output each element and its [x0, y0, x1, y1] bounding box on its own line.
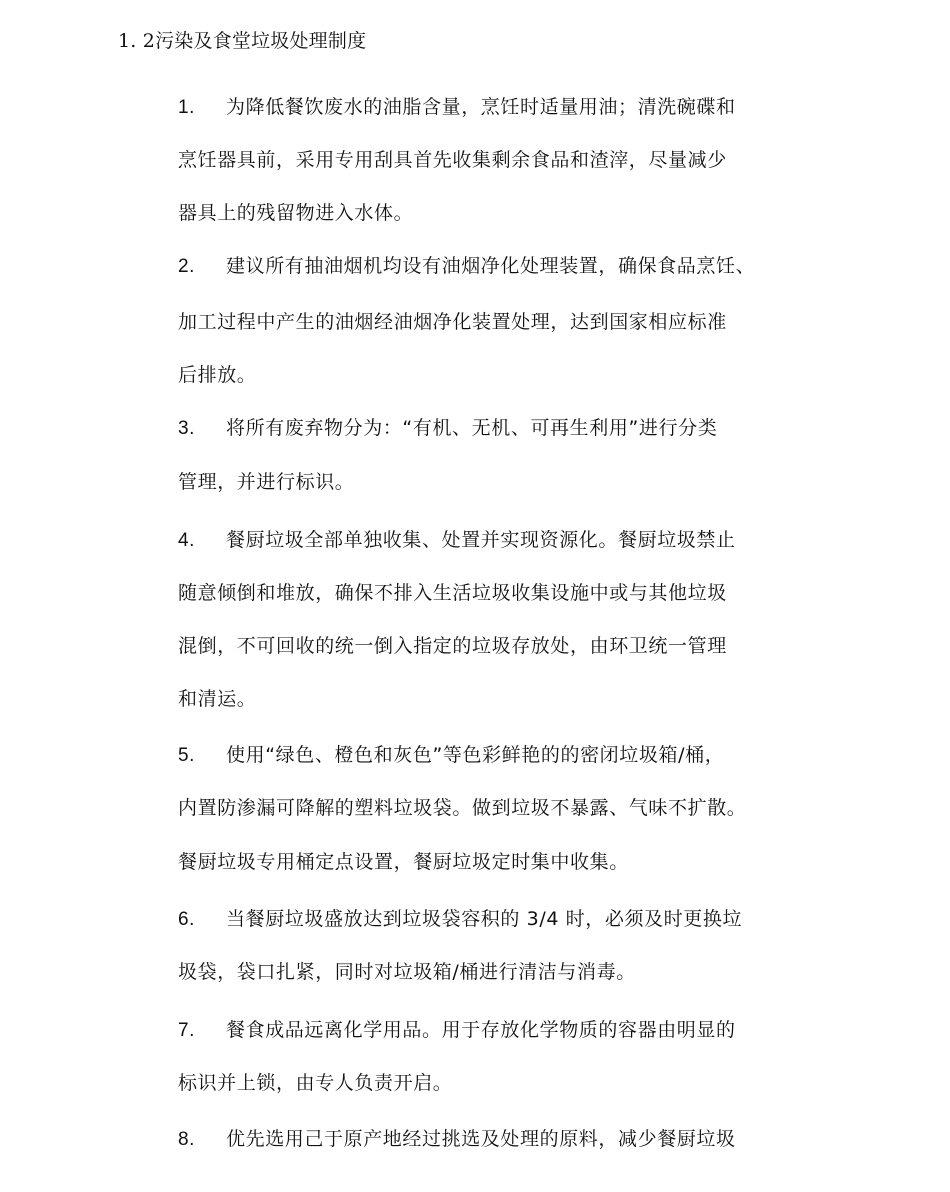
- list-item-continuation-line: [178, 361, 256, 389]
- list-item-text: 烹饪器具前，采用专用刮具首先收集剩余食品和渣滓，尽量减少: [178, 149, 727, 171]
- list-item-first-line: [178, 1125, 736, 1154]
- list-item-text: 随意倾倒和堆放，确保不排入生活垃圾收集设施中或与其他垃圾: [178, 582, 727, 604]
- list-item-continuation-line: [178, 685, 256, 713]
- list-item-text: 和清运。: [178, 688, 257, 710]
- list-item-first-line: [178, 252, 755, 281]
- list-item-continuation-line: [178, 848, 629, 876]
- list-item-continuation-line: [178, 632, 727, 660]
- list-item-continuation-line: [178, 199, 413, 227]
- list-item-text: 将所有废弃物分为：“有机、无机、可再生利用”进行分类: [226, 417, 718, 439]
- list-item-number: 5.: [178, 745, 196, 766]
- list-item-text: 加工过程中产生的油烟经油烟净化装置处理，达到国家相应标准: [178, 311, 727, 333]
- list-item-first-line: [178, 414, 717, 443]
- list-item-text: 建议所有抽油烟机均设有油烟净化处理装置，确保食品烹饪、: [226, 255, 756, 277]
- list-item-number: 4.: [178, 530, 196, 551]
- list-item-first-line: [178, 905, 742, 934]
- section-heading: [118, 26, 366, 56]
- list-item-number: 8.: [178, 1129, 196, 1150]
- list-item-text: 后排放。: [178, 364, 257, 386]
- list-item-continuation-line: [178, 958, 636, 986]
- list-item-continuation-line: [178, 146, 727, 174]
- list-item-number: 3.: [178, 418, 196, 439]
- list-item-continuation-line: [178, 1069, 452, 1097]
- list-item-continuation-line: [178, 794, 746, 822]
- list-item-number: 6.: [178, 909, 196, 930]
- list-item-continuation-line: [178, 468, 354, 496]
- list-item-continuation-line: [178, 579, 727, 607]
- list-item-text: 内置防渗漏可降解的塑料垃圾袋。做到垃圾不暴露、气味不扩散。: [178, 797, 747, 819]
- list-item-first-line: [178, 526, 736, 555]
- list-item-text: 器具上的残留物进入水体。: [178, 202, 414, 224]
- list-item-first-line: [178, 93, 736, 122]
- list-item-first-line: [178, 1016, 736, 1045]
- list-item-text: 优先选用己于原产地经过挑选及处理的原料，减少餐厨垃圾: [226, 1128, 736, 1150]
- list-item-number: 2.: [178, 256, 196, 277]
- list-item-text: 餐食成品远离化学用品。用于存放化学物质的容器由明显的: [226, 1019, 736, 1041]
- list-item-text: 为降低餐饮废水的油脂含量，烹饪时适量用油；清洗碗碟和: [226, 96, 736, 118]
- list-item-text: 混倒，不可回收的统一倒入指定的垃圾存放处，由环卫统一管理: [178, 635, 727, 657]
- list-item-text: 管理，并进行标识。: [178, 471, 355, 493]
- list-item-text: 餐厨垃圾全部单独收集、处置并实现资源化。餐厨垃圾禁止: [226, 529, 736, 551]
- list-item-text: 餐厨垃圾专用桶定点设置，餐厨垃圾定时集中收集。: [178, 851, 629, 873]
- list-item-first-line: [178, 741, 724, 770]
- list-item-text: 圾袋，袋口扎紧，同时对垃圾箱/桶进行清洁与消毒。: [178, 961, 636, 983]
- list-item-continuation-line: [178, 308, 727, 336]
- section-number: 1. 2: [118, 30, 156, 52]
- list-item-text: 当餐厨垃圾盛放达到垃圾袋容积的 3/4 时，必须及时更换垃: [226, 908, 743, 930]
- list-item-text: 使用“绿色、橙色和灰色”等色彩鲜艳的的密闭垃圾箱/桶，: [226, 744, 725, 766]
- list-item-text: 标识并上锁，由专人负责开启。: [178, 1072, 453, 1094]
- section-title: 污染及食堂垃圾处理制度: [155, 30, 367, 52]
- list-item-number: 1.: [178, 97, 196, 118]
- list-item-number: 7.: [178, 1020, 196, 1041]
